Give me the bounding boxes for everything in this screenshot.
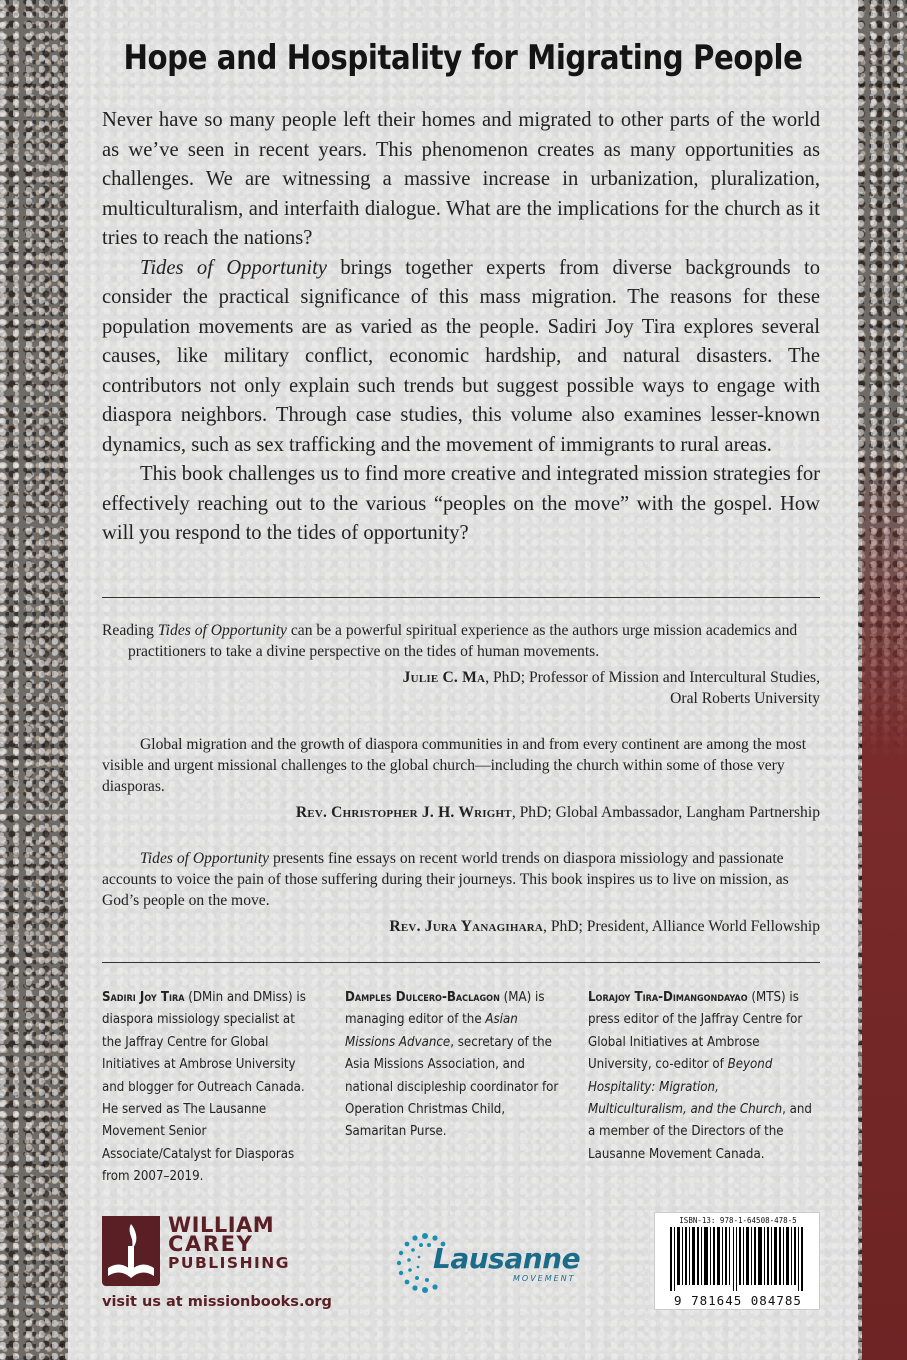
endorsement-3-post: presents fine essays on recent world trends on diaspora missiology and passionate accounts to voice the pain of those suffering during their journeys. This book inspires us to live on mission, as God’s people on the move.	[102, 850, 789, 909]
author-bio-1	[102, 987, 312, 1189]
endorsement-2-quote: Global migration and the growth of diaspora communities in and from every continent are among the most visible and urgent missional challenges to the global church—including the church within some of those very diasporas.	[102, 736, 807, 795]
author-bio-text-2: , secretary of the Asia Missions Association, and national discipleship coordinator for Operation Christmas Child, Samaritan Purse.	[345, 1034, 559, 1140]
endorser-credential: , PhD; Professor of Mission and Intercultural Studies,	[485, 669, 820, 686]
endorser-name: Julie C. Ma	[402, 669, 486, 686]
author-name: Sadiri Joy Tira	[102, 990, 185, 1005]
publisher-url: visit us at missionbooks.org	[102, 1294, 332, 1310]
endorser-credential: , PhD; Global Ambassador, Langham Partnership	[511, 804, 820, 821]
isbn-label: ISBN-13: 978-1-64508-478-5	[679, 1216, 797, 1225]
author-name: Lorajoy Tira-Dimangondayao	[588, 990, 748, 1005]
divider-top	[102, 597, 820, 598]
author-bio-3	[588, 987, 816, 1166]
description-paragraph-2-text: brings together experts from diverse backgrounds to consider the practical significance of this mass migration. The reasons for these population movements are as varied as the people. Sadiri Joy Tira explores several causes, like military conflict, economic hardship, and natural disasters. The contributors not only explain such trends but suggest possible ways to engage with diaspora neighbors. Through case studies, this volume also examines lesser-known dynamics, such as sex trafficking and the movement of immigrants to rural areas.	[102, 256, 821, 456]
endorsement-1	[102, 620, 820, 709]
william-carey-publishing-logo	[102, 1213, 332, 1316]
endorsement-3-signature	[102, 916, 820, 937]
endorsement-1-italic: Tides of Opportunity	[157, 622, 287, 639]
lausanne-movement-logo	[395, 1228, 595, 1298]
book-description	[102, 106, 820, 549]
red-edge-accent	[862, 440, 907, 1360]
publication-title: Asian Missions Advance	[345, 1012, 518, 1050]
endorser-institution: Oral Roberts University	[670, 690, 820, 707]
isbn-barcode	[654, 1212, 820, 1310]
author-bio-text: is diaspora missiology specialist at the Jaffray Centre for Global Initiatives at Ambrose University and blogger for Outreach Canada. He served as The Lausanne Movement Senior Associate/Catalyst for Diasporas from 2007–2019.	[102, 990, 306, 1185]
endorser-name: Rev. Jura Yanagihara	[389, 918, 544, 935]
endorsement-3-italic: Tides of Opportunity	[140, 850, 270, 867]
divider-bottom	[102, 962, 820, 963]
endorser-credential: , PhD; President, Alliance World Fellowship	[543, 918, 820, 935]
author-bio-2	[345, 987, 565, 1144]
lausanne-subtitle: MOVEMENT	[513, 1274, 576, 1283]
endorsement-2-signature	[102, 802, 820, 823]
endorsement-1-quote	[102, 620, 820, 662]
endorsement-3	[102, 848, 820, 937]
author-degree: (DMin and DMiss)	[184, 990, 293, 1005]
endorsement-2	[102, 734, 820, 823]
back-cover-title: Hope and Hospitality for Migrating People	[123, 38, 803, 78]
description-paragraph-2	[102, 254, 820, 461]
endorsement-1-pre: Reading	[102, 622, 158, 639]
endorsement-1-post: can be a powerful spiritual experience as the authors urge mission academics and practitioners to take a divine perspective on the tides of human movements.	[128, 622, 798, 660]
description-paragraph-3: This book challenges us to find more creative and integrated mission strategies for effectively reaching out to the various “peoples on the move” with the gospel. How will you respond to the tides of opportunity?	[102, 463, 820, 544]
publisher-name	[168, 1213, 318, 1273]
publisher-line-1: WILLIAM	[168, 1213, 275, 1237]
lausanne-wordmark: Lausanne	[433, 1242, 581, 1275]
isbn-digits: 9 781645 084785	[674, 1293, 802, 1308]
barcode-bars	[670, 1227, 806, 1291]
publication-title: Beyond Hospitality: Migration, Multiculturalism, and the Church	[588, 1057, 783, 1118]
author-bio-text-2: , and a member of the Directors of the Lausanne Movement Canada.	[588, 1102, 812, 1162]
author-degree: (MA)	[499, 990, 532, 1005]
book-title-italic: Tides of Opportunity	[140, 256, 327, 279]
description-paragraph-1: Never have so many people left their homes and migrated to other parts of the world as we’ve seen in recent years. This phenomenon creates as many opportunities as challenges. We are witnessing a massive increase in urbanization, pluralization, multiculturalism, and interfaith dialogue. What are the implications for the church as it tries to reach the nations?	[102, 109, 820, 249]
author-bio-text: is managing editor of the	[345, 990, 545, 1028]
endorser-name: Rev. Christopher J. H. Wright	[295, 804, 512, 821]
endorsement-1-signature	[128, 667, 820, 709]
author-name: Damples Dulcero-Baclagon	[345, 990, 500, 1005]
endorsement-3-quote	[102, 848, 820, 911]
open-book-flame-icon	[102, 1216, 160, 1286]
publisher-line-2: CAREY	[168, 1232, 254, 1256]
publisher-line-3: PUBLISHING	[168, 1254, 291, 1272]
author-bio-text: (MTS) is press editor of the Jaffray Centre for Global Initiatives at Ambrose University, co-editor of	[588, 990, 803, 1073]
